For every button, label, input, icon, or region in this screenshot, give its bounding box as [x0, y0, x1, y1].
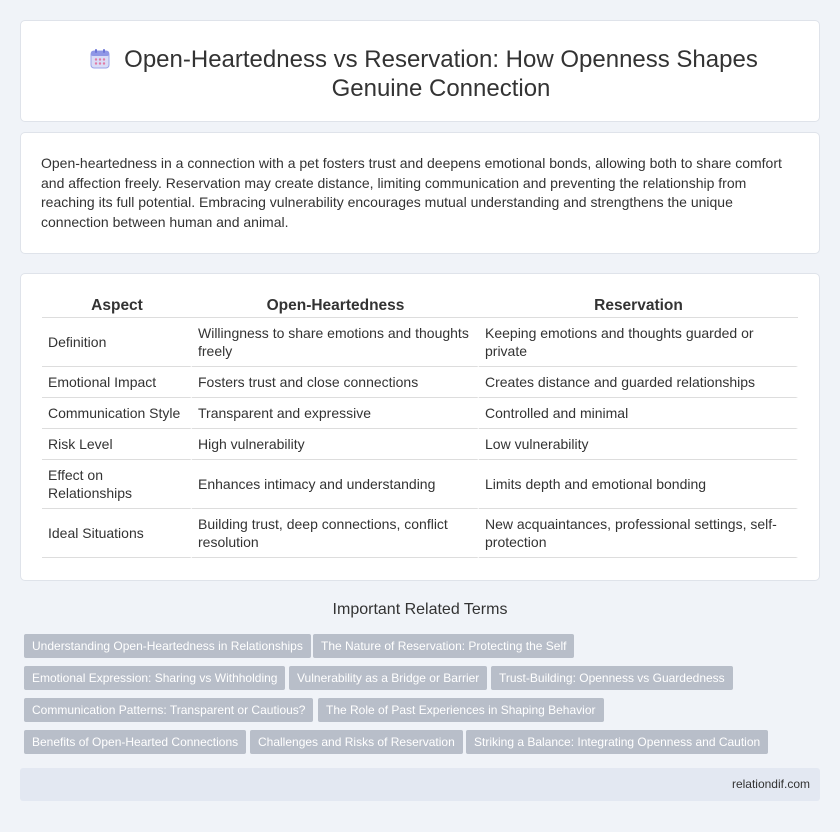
related-term-tag[interactable]: Challenges and Risks of Reservation — [250, 730, 463, 754]
table-row — [42, 318, 798, 367]
title-card — [20, 20, 820, 122]
table-cell: Creates distance and guarded relationships — [479, 367, 798, 398]
table-cell: Building trust, deep connections, conflict resolution — [192, 509, 479, 558]
table-cell: Definition — [42, 318, 192, 367]
header-reservation: Reservation — [479, 296, 798, 318]
intro-card — [20, 132, 820, 254]
table-cell: Ideal Situations — [42, 509, 192, 558]
table-header-row — [42, 296, 798, 318]
footer-site-link[interactable]: relationdif.com — [731, 777, 810, 791]
header-aspect: Aspect — [42, 296, 192, 318]
intro-text: Open-heartedness in a connection with a pet fosters trust and deepens emotional bonds, allowing both to share comfort and affection freely. Reservation may create distance, limiting communication and preventing the relationship from reaching its full potential. Embracing vulnerability encourages mutual understanding and strengthens the unique connection between human and animal. — [41, 155, 782, 230]
table-row — [42, 429, 798, 460]
table-cell: Emotional Impact — [42, 367, 192, 398]
table-cell: New acquaintances, professional settings, self-protection — [479, 509, 798, 558]
related-term-tag[interactable]: Communication Patterns: Transparent or Cautious? — [24, 698, 313, 722]
table-cell: Willingness to share emotions and thoughts freely — [192, 318, 479, 367]
table-cell: Enhances intimacy and understanding — [192, 460, 479, 509]
comparison-table — [42, 296, 798, 558]
related-term-tag[interactable]: Emotional Expression: Sharing vs Withholding — [24, 666, 285, 690]
table-row — [42, 509, 798, 558]
related-term-tag[interactable]: Vulnerability as a Bridge or Barrier — [289, 666, 487, 690]
related-term-tag[interactable]: The Nature of Reservation: Protecting the Self — [313, 634, 574, 658]
table-cell: Risk Level — [42, 429, 192, 460]
table-row — [42, 367, 798, 398]
related-terms-heading: Important Related Terms — [332, 601, 508, 618]
related-term-tag[interactable]: Trust-Building: Openness vs Guardedness — [491, 666, 733, 690]
table-cell: Low vulnerability — [479, 429, 798, 460]
page-title: Open-Heartedness vs Reservation: How Openness Shapes Genuine Connection — [124, 46, 758, 102]
related-term-tag[interactable]: Benefits of Open-Hearted Connections — [24, 730, 246, 754]
table-cell: Effect on Relationships — [42, 460, 192, 509]
table-cell: High vulnerability — [192, 429, 479, 460]
table-row — [42, 398, 798, 429]
related-term-tag[interactable]: The Role of Past Experiences in Shaping Behavior — [318, 698, 604, 722]
related-term-tag[interactable]: Understanding Open-Heartedness in Relationships — [24, 634, 311, 658]
table-cell: Communication Style — [42, 398, 192, 429]
table-cell: Transparent and expressive — [192, 398, 479, 429]
table-cell: Fosters trust and close connections — [192, 367, 479, 398]
related-term-tag[interactable]: Striking a Balance: Integrating Openness and Caution — [466, 730, 768, 754]
table-row — [42, 460, 798, 509]
header-open-heartedness: Open-Heartedness — [192, 296, 479, 318]
footer — [20, 768, 820, 801]
comparison-card — [20, 273, 820, 581]
table-cell: Controlled and minimal — [479, 398, 798, 429]
table-cell: Limits depth and emotional bonding — [479, 460, 798, 509]
table-cell: Keeping emotions and thoughts guarded or private — [479, 318, 798, 367]
